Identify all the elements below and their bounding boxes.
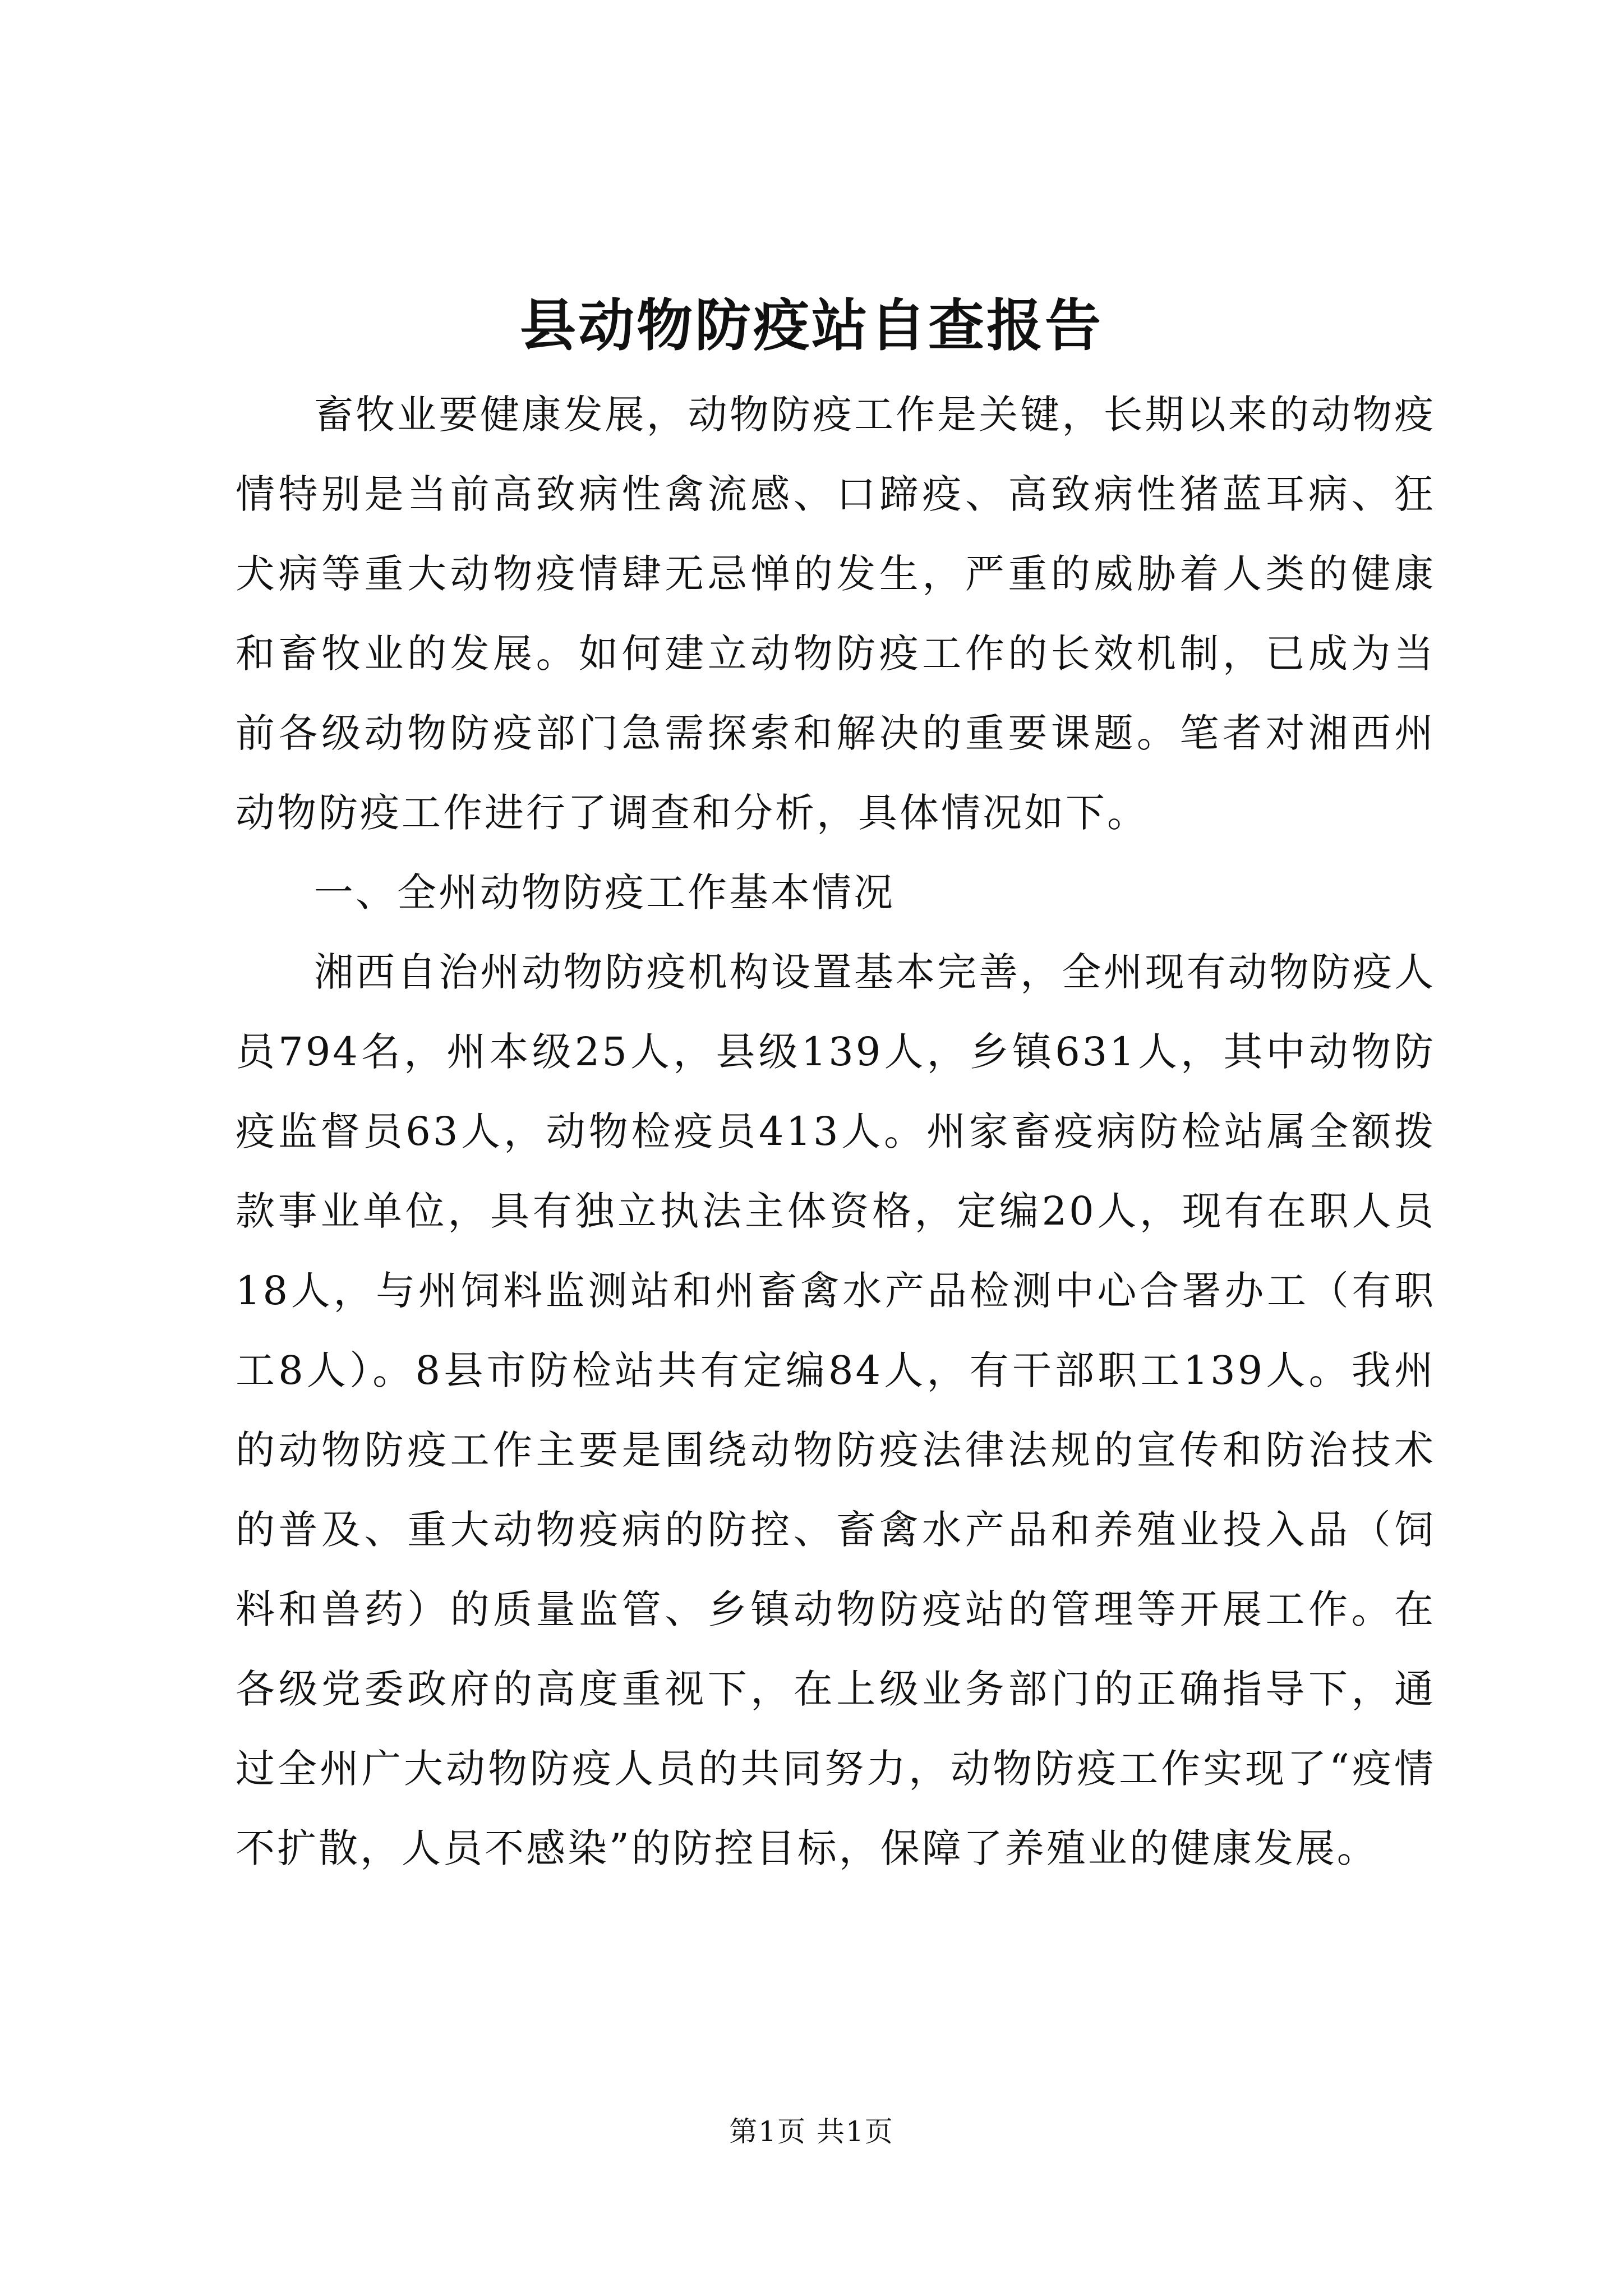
page-footer: 第1页 共1页 <box>729 2115 894 2148</box>
section-heading: 一、全州动物防疫工作基本情况 <box>314 869 895 915</box>
paragraph-intro: 畜牧业要健康发展，动物防疫工作是关键，长期以来的动物疫情特别是当前高致病性禽流感、口蹄疫、高致病性猪蓝耳病、狂犬病等重大动物疫情肆无忌惮的发生，严重的威胁着人类的健康和畜牧业的发展。如何建立动物防疫工作的长效机制，已成为当前各级动物防疫部门急需探索和解决的重要课题。笔者对湘西州动物防疫工作进行了调查和分析，具体情况如下。 <box>236 392 1436 836</box>
document-body <box>236 375 1436 1888</box>
document-title: 县动物防疫站自查报告 <box>520 292 1103 358</box>
paragraph-situation: 湘西自治州动物防疫机构设置基本完善，全州现有动物防疫人员794名，州本级25人，县级139人，乡镇631人，其中动物防疫监督员63人，动物检疫员413人。州家畜疫病防检站属全额拨款事业单位，具有独立执法主体资格，定编20人，现有在职人员18人，与州饲料监测站和州畜禽水产品检测中心合署办工（有职工8人）。8县市防检站共有定编84人，有干部职工139人。我州的动物防疫工作主要是围绕动物防疫法律法规的宣传和防治技术的普及、重大动物疫病的防控、畜禽水产品和养殖业投入品（饲料和兽药）的质量监管、乡镇动物防疫站的管理等开展工作。在各级党委政府的高度重视下，在上级业务部门的正确指导下，通过全州广大动物防疫人员的共同努力，动物防疫工作实现了“疫情不扩散，人员不感染”的防控目标，保障了养殖业的健康发展。 <box>236 949 1436 1871</box>
